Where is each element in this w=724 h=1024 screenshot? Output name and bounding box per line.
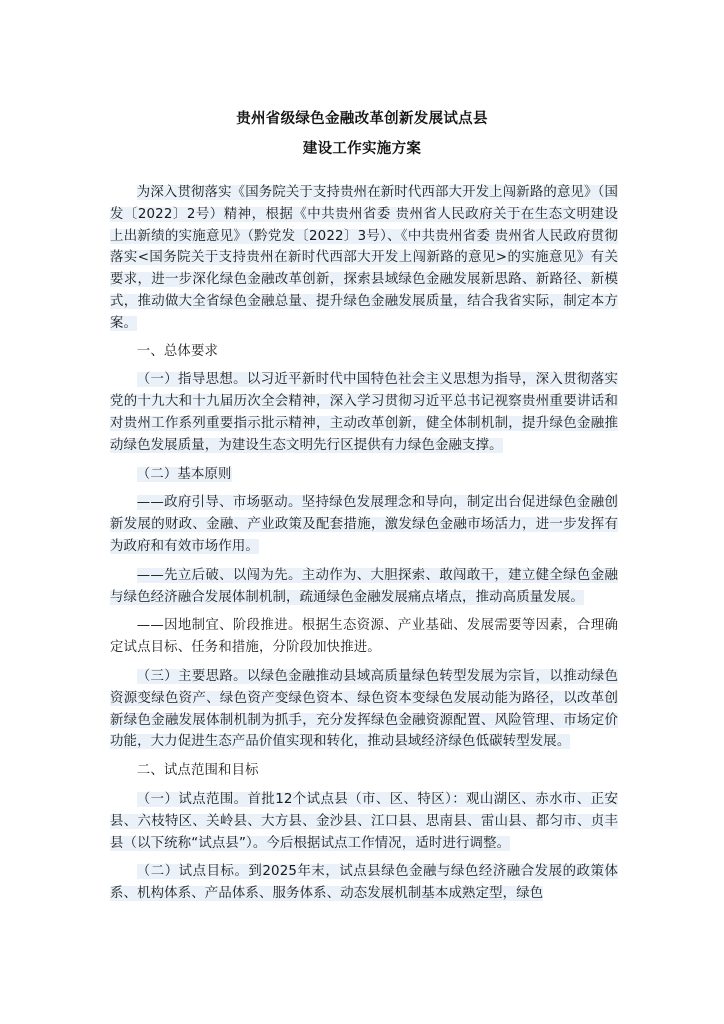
section-1-heading [110,341,618,363]
guiding-ideology-text: （一）指导思想。以习近平新时代中国特色社会主义思想为指导，深入贯彻落实党的十九大和十九届历次全会精神，深入学习贯彻习近平总书记视察贵州重要讲话和对贵州工作系列重要指示批示精神，主动改革创新，健全体制机制，提升绿色金融推动绿色发展质量，为建设生态文明先行区提供有力绿色金融支撑。 [110,372,618,453]
section-2-title: 二、试点范围和目标 [136,763,259,779]
principle-a-text: ——政府引导、市场驱动。坚持绿色发展理念和导向，制定出台促进绿色金融创新发展的财政、金融、产业政策及配套措施，激发绿色金融市场活力，进一步发挥有为政府和有效市场作用。 [110,495,618,554]
document-title [0,104,724,164]
pilot-scope-paragraph [110,789,618,854]
principle-c-text: ——因地制宜、阶段推进。根据生态资源、产业基础、发展需要等因素，合理确定试点目标、任务和措施，分阶段加快推进。 [110,618,618,656]
basic-principles-title: （二）基本原则 [136,466,232,482]
section-2-heading [110,760,618,782]
pilot-scope-text: （一）试点范围。首批12个试点县（市、区、特区）：观山湖区、赤水市、正安县、六枝特区、关岭县、大方县、金沙县、江口县、思南县、雷山县、都匀市、贞丰县（以下统称“试点县”）。今后根据试点工作情况，适时进行调整。 [110,791,618,851]
guiding-ideology-paragraph [110,369,618,456]
pilot-goals-text: （二）试点目标。到2025年末，试点县绿色金融与绿色经济融合发展的政策体系、机构体系、产品体系、服务体系、动态发展机制基本成熟定型，绿色 [110,864,618,902]
section-1-title: 一、总体要求 [136,343,219,359]
basic-principles-heading [110,464,618,486]
document-body [110,182,618,912]
intro-text: 为深入贯彻落实《国务院关于支持贵州在新时代西部大开发上闯新路的意见》（国发〔2022〕2号）精神，根据《中共贵州省委 贵州省人民政府关于在生态文明建设上出新绩的实施意见》（黔党发〔2022〕3号）、《中共贵州省委 贵州省人民政府贯彻落实<国务院关于支持贵州在新时代西部大开发上闯新路的意见>的实施意见》有关要求，进一步深化绿色金融改革创新，探索县域绿色金融发展新思路、新路径、新模式，推动做大全省绿色金融总量、提升绿色金融发展质量，结合我省实际，制定本方案。 [110,185,618,331]
intro-paragraph [110,182,618,335]
title-line-2: 建设工作实施方案 [302,141,422,157]
principle-b-text: ——先立后破、以闯为先。主动作为、大胆探索、敢闯敢干，建立健全绿色金融与绿色经济融合发展体制机制，疏通绿色金融发展痛点堵点，推动高质量发展。 [110,567,618,605]
principle-b-paragraph [110,565,618,609]
pilot-goals-paragraph [110,861,618,905]
main-ideas-text: （三）主要思路。以绿色金融推动县域高质量绿色转型发展为宗旨，以推动绿色资源变绿色资产、绿色资产变绿色资本、绿色资本变绿色发展动能为路径，以改革创新绿色金融发展体制机制为抓手，充分发挥绿色金融资源配置、风险管理、市场定价功能，大力促进生态产品价值实现和转化，推动县域经济绿色低碳转型发展。 [110,668,618,750]
main-ideas-paragraph [110,666,618,753]
principle-a-paragraph [110,492,618,557]
title-line-1: 贵州省级绿色金融改革创新发展试点县 [236,111,488,127]
principle-c-paragraph [110,615,618,659]
